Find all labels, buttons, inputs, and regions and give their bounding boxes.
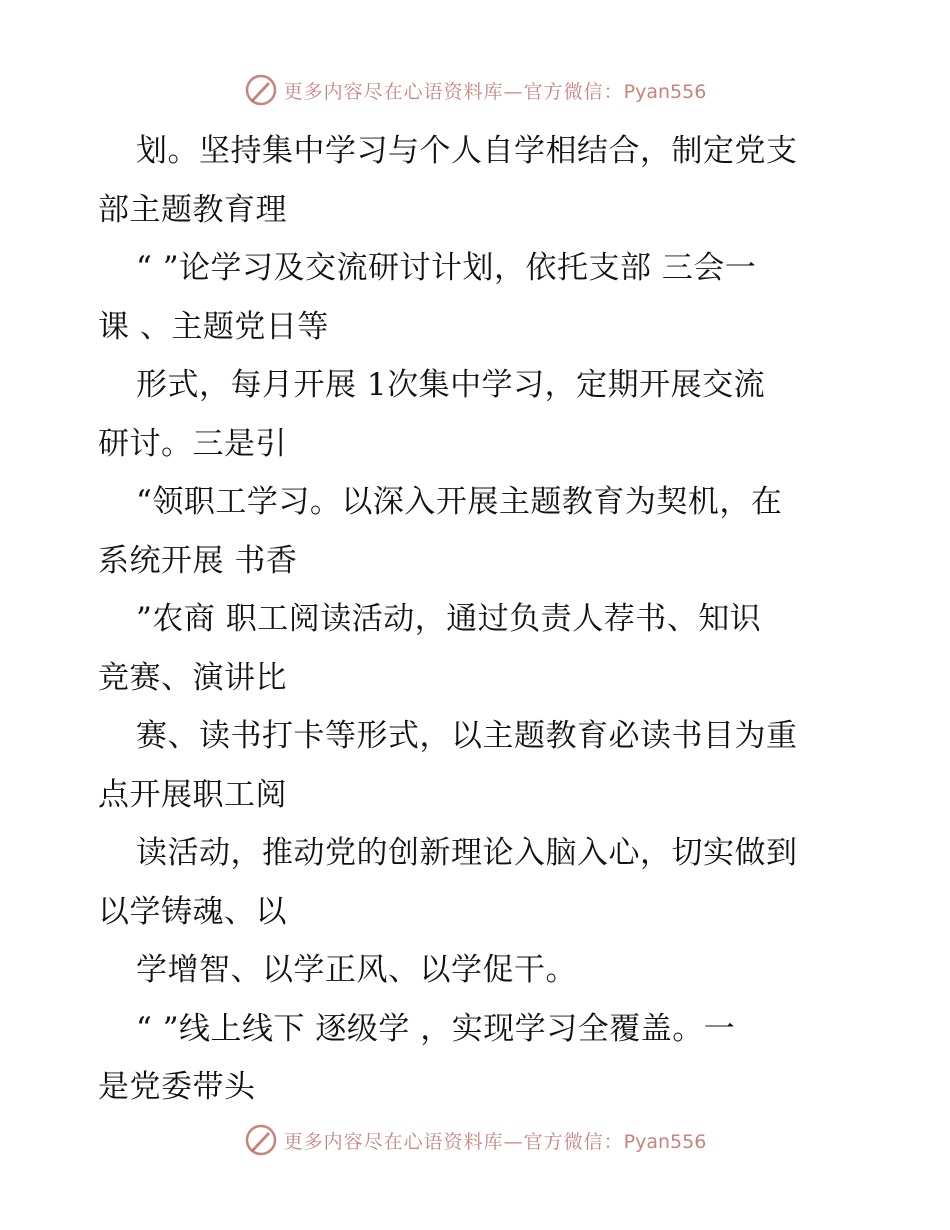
text-line: 形式，每月开展 1次集中学习，定期开展交流 — [136, 367, 766, 403]
document-body — [98, 122, 858, 1117]
text-line: 学增智、以学正风、以学促干。 — [136, 952, 577, 988]
text-line: 竞赛、演讲比 — [98, 659, 287, 696]
header-watermark — [0, 70, 950, 110]
pen-quill-logo-icon — [244, 73, 278, 107]
text-line: 点开展职工阅 — [98, 776, 287, 813]
text-line: ”农商 职工阅读活动，通过负责人荐书、知识 — [136, 601, 762, 637]
watermark-text: 更多内容尽在心语资料库—官方微信：Pyan556 — [283, 80, 707, 103]
text-line: “ ”论学习及交流研讨计划，依托支部 三会一 — [136, 250, 757, 286]
text-line: 划。坚持集中学习与个人自学相结合，制定党支 — [136, 133, 798, 169]
text-line: 以学铸魂、以 — [98, 893, 287, 930]
text-line: “ ”线上线下 逐级学 ，实现学习全覆盖。一 — [136, 1010, 736, 1047]
text-line: 读活动，推动党的创新理论入脑入心，切实做到 — [136, 835, 798, 871]
text-line: 研讨。三是引 — [98, 425, 287, 462]
text-line: 系统开展 书香 — [98, 542, 298, 579]
pen-quill-logo-icon — [244, 1123, 278, 1157]
footer-watermark — [0, 1120, 950, 1160]
text-line: 课 、主题党日等 — [98, 308, 329, 345]
text-line: 部主题教育理 — [98, 191, 287, 228]
text-line: 是党委带头 — [98, 1069, 256, 1105]
watermark-text: 更多内容尽在心语资料库—官方微信：Pyan556 — [283, 1130, 707, 1153]
text-line: 赛、读书打卡等形式，以主题教育必读书目为重 — [136, 718, 798, 754]
text-line: “领职工学习。以深入开展主题教育为契机，在 — [136, 484, 783, 520]
